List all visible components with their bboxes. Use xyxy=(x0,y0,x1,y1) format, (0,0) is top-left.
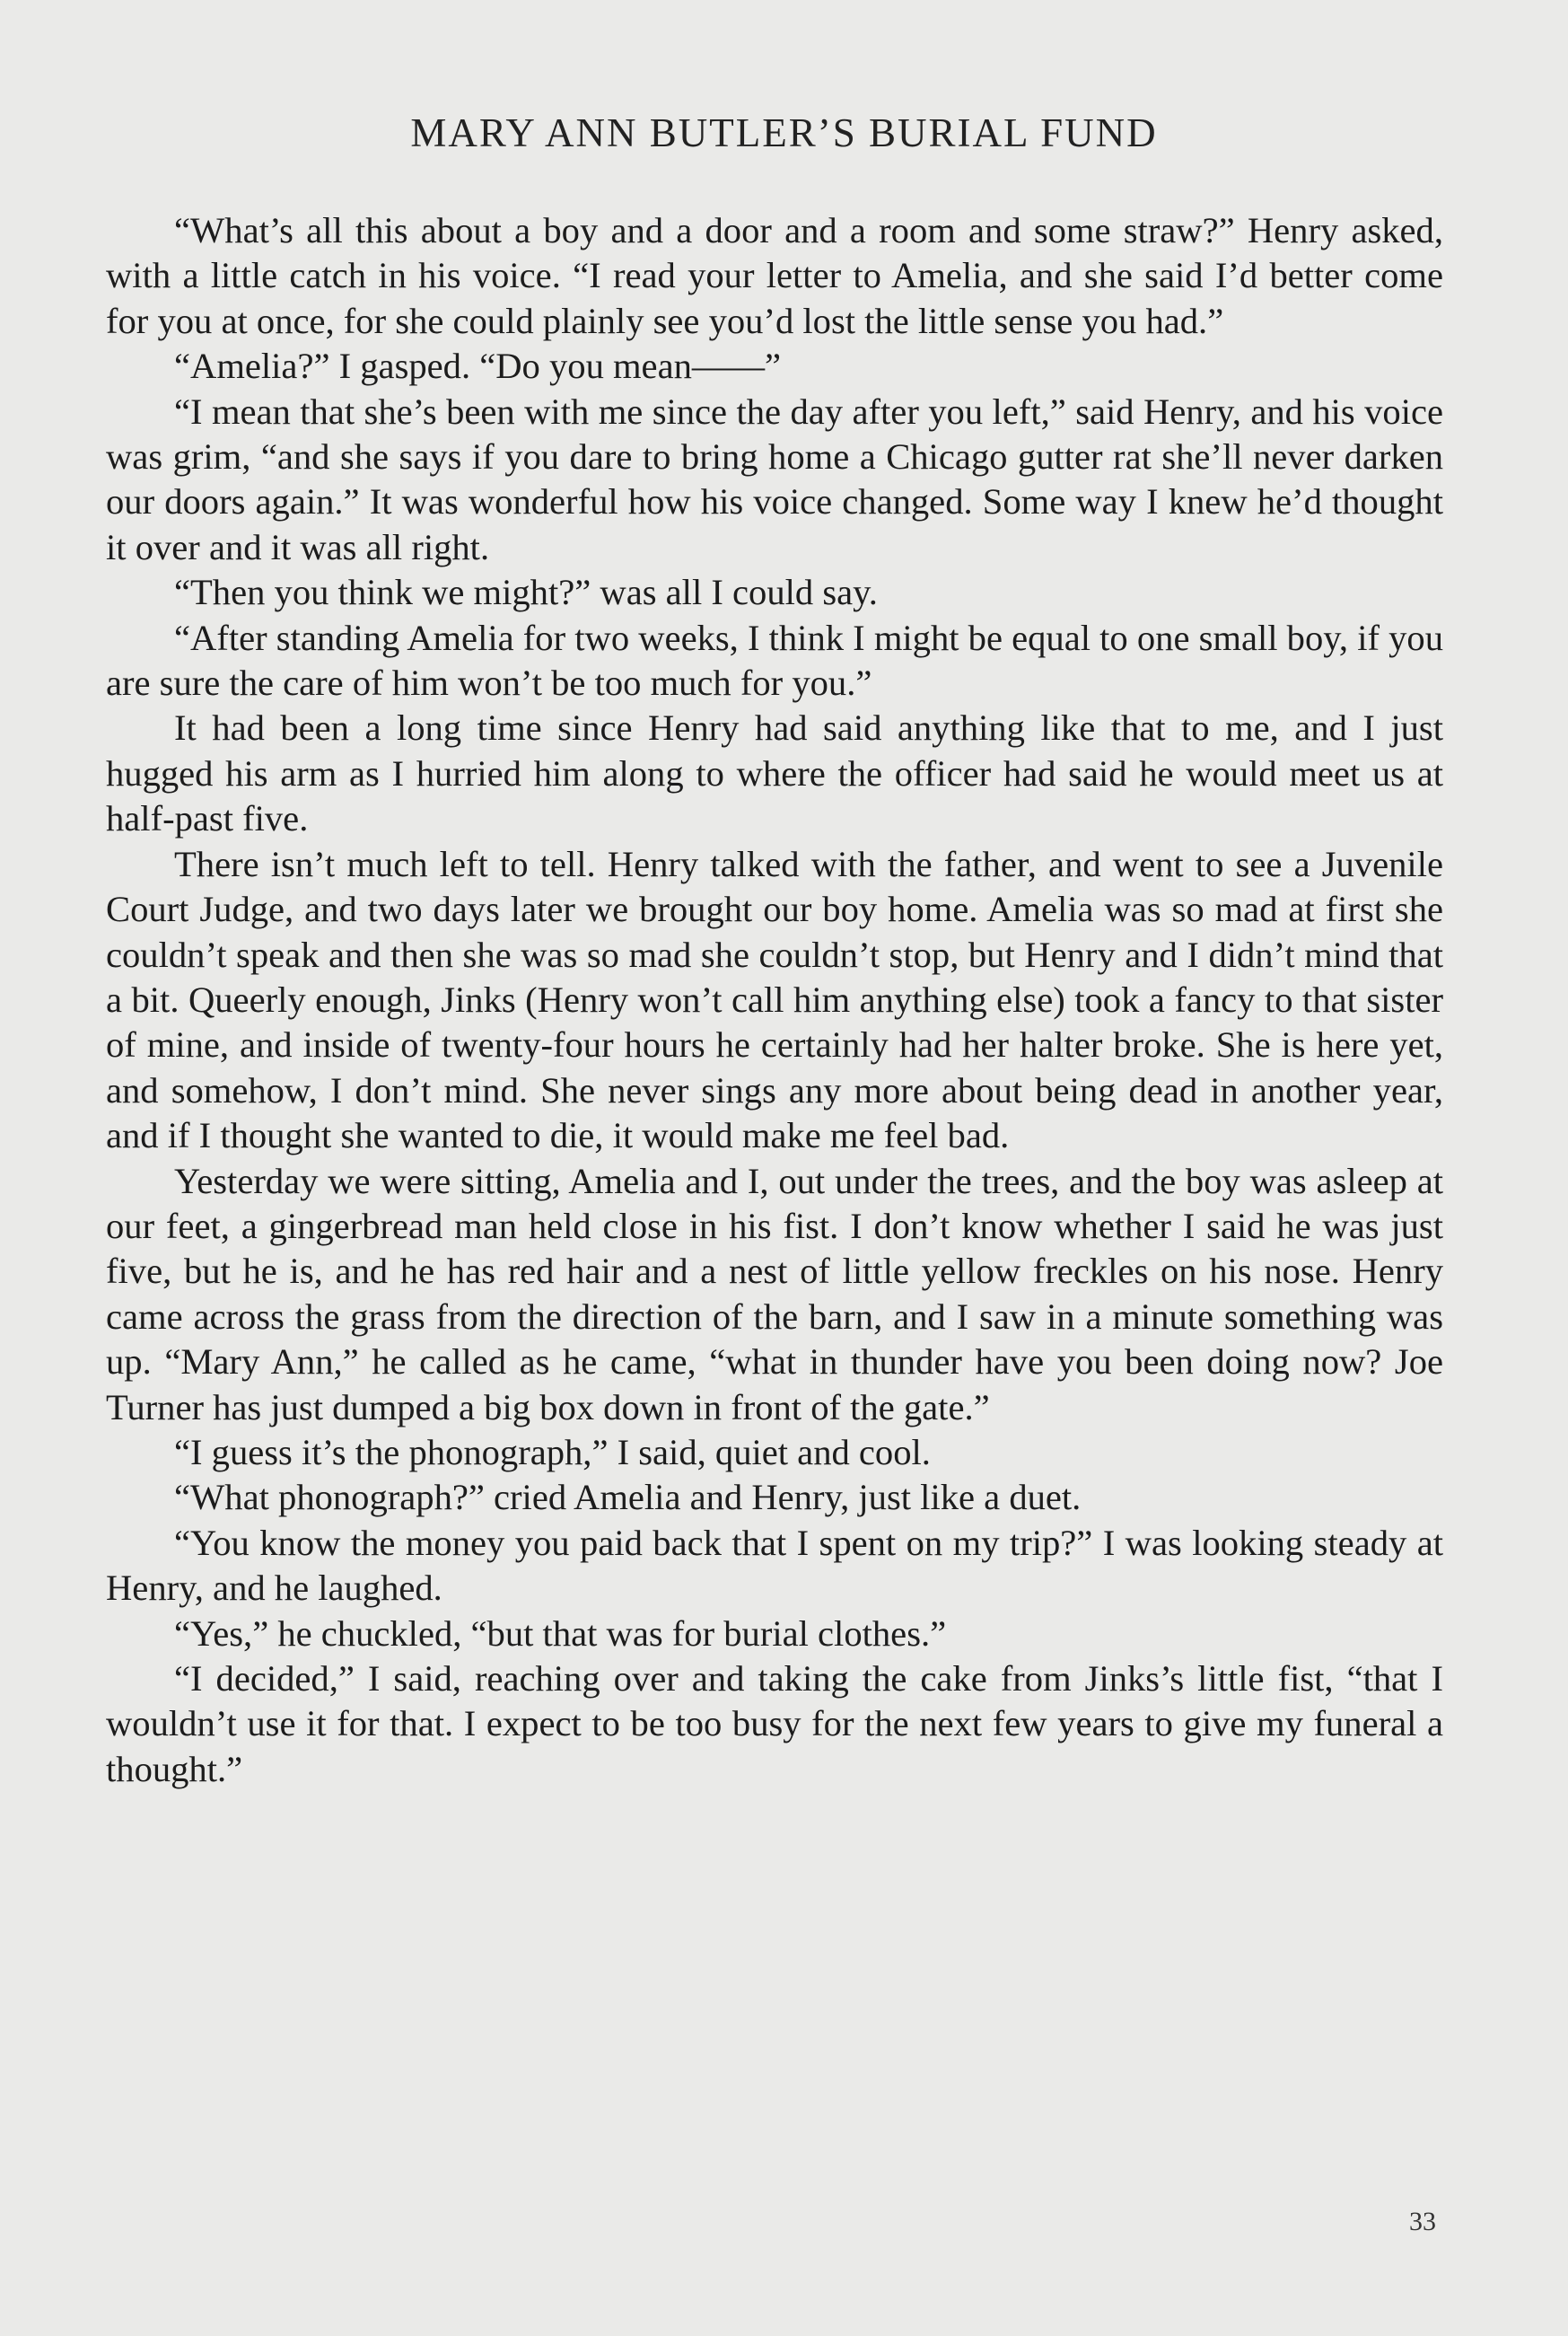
paragraph: “I guess it’s the phonograph,” I said, quiet and cool. xyxy=(174,1431,931,1472)
paragraph: “What’s all this about a boy and a door and a room and some straw?” Henry asked, with a little catch in his voice. “I read your letter to Amelia, and she said I’d better come for you at once, for she could plainly see you’d lost the little sense you had.” xyxy=(106,210,1443,341)
paragraph: “What phonograph?” cried Amelia and Henry, just like a duet. xyxy=(174,1477,1082,1518)
paragraph: “Amelia?” I gasped. “Do you mean——” xyxy=(174,346,782,387)
paragraph: “I decided,” I said, reaching over and taking the cake from Jinks’s little fist, “that I wouldn’t use it for that. I expect to be too busy for the next few years to give my funeral a thought.” xyxy=(106,1658,1443,1789)
paragraph: “I mean that she’s been with me since the day after you left,” said Henry, and his voice was grim, “and she says if you dare to bring home a Chicago gutter rat she’ll never darken our doors again.” It was wonderful how his voice changed. Some way I knew he’d thought it over and it was all right. xyxy=(106,391,1443,567)
body-text xyxy=(106,208,1443,1792)
page-number: 33 xyxy=(1409,2207,1436,2236)
paragraph: “Yes,” he chuckled, “but that was for burial clothes.” xyxy=(174,1612,947,1654)
paragraph: It had been a long time since Henry had said anything like that to me, and I just hugged his arm as I hurried him along to where the officer had said he would meet us at half-past five. xyxy=(106,707,1443,839)
paragraph: There isn’t much left to tell. Henry talked with the father, and went to see a Juvenile Court Judge, and two days later we brought our boy home. Amelia was so mad at first she couldn’t speak and then she was so mad she couldn’t stop, but Henry and I didn’t mind that a bit. Queerly enough, Jinks (Henry won’t call him anything else) took a fancy to that sister of mine, and inside of twenty-four hours he certainly had her halter broke. She is here yet, and somehow, I don’t mind. She never sings any more about being dead in another year, and if I thought she wanted to die, it would make me feel bad. xyxy=(106,843,1443,1156)
paragraph: “After standing Amelia for two weeks, I think I might be equal to one small boy, if you are sure the care of him won’t be too much for you.” xyxy=(106,617,1443,704)
running-header: MARY ANN BUTLER’S BURIAL FUND xyxy=(410,110,1158,155)
paragraph: Yesterday we were sitting, Amelia and I, out under the trees, and the boy was asleep at our feet, a gingerbread man held close in his fist. I don’t know whether I said he was just five, but he is, and he has red hair and a nest of little yellow freckles on his nose. Henry came across the grass from the direction of the barn, and I saw in a minute something was up. “Mary Ann,” he called as he came, “what in thunder have you been doing now? Joe Turner has just dumped a big box down in front of the gate.” xyxy=(106,1160,1443,1427)
paragraph: “You know the money you paid back that I spent on my trip?” I was looking steady at Henry, and he laughed. xyxy=(106,1522,1443,1609)
paragraph: “Then you think we might?” was all I could say. xyxy=(174,572,878,613)
